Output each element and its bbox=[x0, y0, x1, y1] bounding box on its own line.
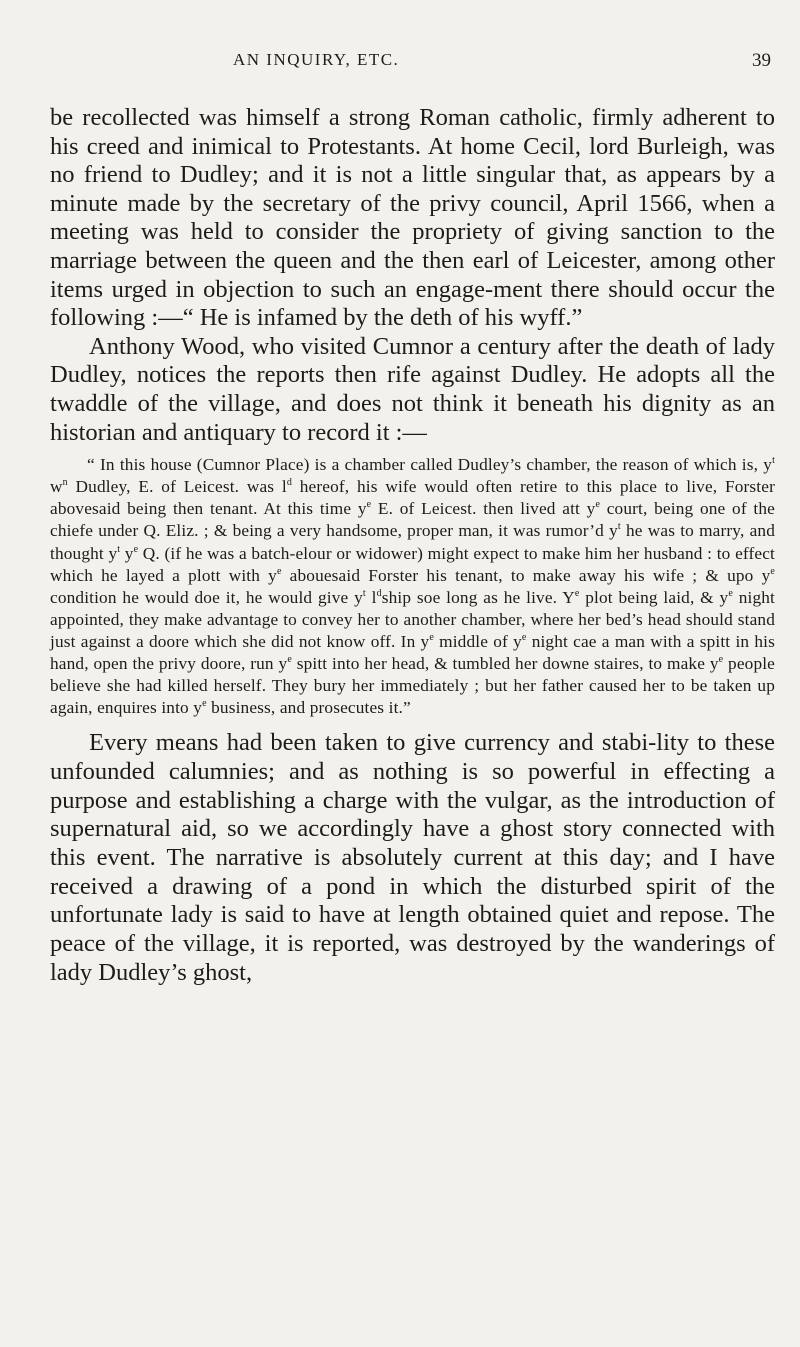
page-number: 39 bbox=[752, 50, 771, 71]
page-body bbox=[50, 104, 775, 988]
running-header bbox=[233, 50, 771, 74]
paragraph-burleigh-minute: be recollected was himself a strong Roman catholic, firmly adherent to his creed and inimical to Protestants. At home Cecil, lord Burleigh, was no friend to Dudley; and it is not a little singular that, as appears by a minute made by the secretary of the privy council, April 1566, when a meeting was held to consider the propriety of giving sanction to the marriage between the queen and the then earl of Leicester, among other items urged in objection to such an engage-ment there should occur the following :—“ He is infamed by the deth of his wyff.” bbox=[50, 104, 775, 332]
running-title: AN INQUIRY, ETC. bbox=[233, 50, 400, 69]
paragraph-ghost-story: Every means had been taken to give currency and stabi-lity to these unfounded calumnies; and as nothing is so powerful in effecting a purpose and establishing a charge with the vulgar, as the introduction of supernatural aid, so we accordingly have a ghost story connected with this event. The narrative is absolutely current at this day; and I have received a drawing of a pond in which the disturbed spirit of the unfortunate lady is said to have at length obtained quiet and repose. The peace of the village, it is reported, was destroyed by the wanderings of lady Dudley’s ghost, bbox=[50, 729, 775, 986]
block-quote-wood: “ In this house (Cumnor Place) is a chamber called Dudley’s chamber, the reason of which is, $y^t$ $w^n$ Dudley, E. of Leicest. was $l^d$ hereof, his wife would often retire to this place to live, Forster abovesaid being then tenant. At this time $y^e$ E. of Leicest. then lived att $y^e$ court, being one of the chiefe under Q. Eliz. ; & being a very handsome, proper man, it was rumor’d $y^t$ he was to marry, and thought $y^t$ $y^e$ Q. (if he was a batch-elour or widower) might expect to make him her husband : to effect which he layed a plott with $y^e$ abouesaid Forster his tenant, to make away his wife ; & upo $y^e$ condition he would doe it, he would give $y^t$ $l^dship$ soe long as he live. $Y^e$ plot being laid, & $y^e$ night appointed, they make advantage to convey her to another chamber, where her bed’s head should stand just against a doore which she did not know off. In $y^e$ middle of $y^e$ night cae a man with a spitt in his hand, open the privy doore, run $y^e$ spitt into her head, & tumbled her downe staires, to make $y^e$ people believe she had killed herself. They bury her immediately ; but her father caused her to be taken up again, enquires into $y^e$ business, and prosecutes it.” bbox=[50, 455, 776, 718]
paragraph-anthony-wood: Anthony Wood, who visited Cumnor a century after the death of lady Dudley, notices the reports then rife against Dudley. He adopts all the twaddle of the village, and does not think it beneath his dignity as an historian and antiquary to record it :— bbox=[50, 332, 775, 446]
